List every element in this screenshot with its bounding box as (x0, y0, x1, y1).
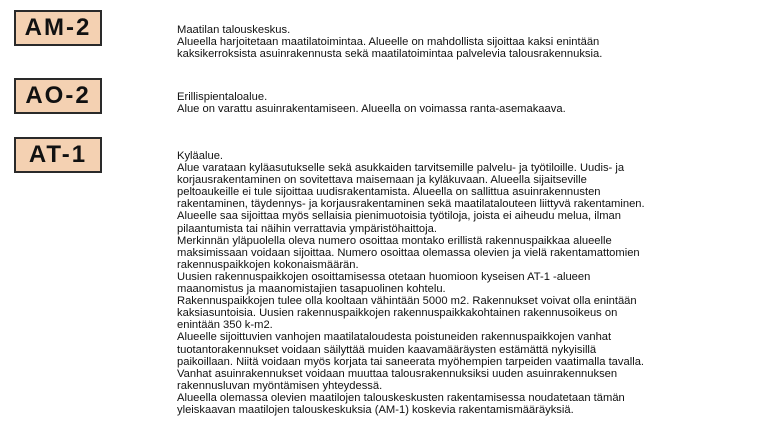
zone-description: Maatilan talouskeskus. Alueella harjoitetaan maatilatoimintaa. Alueelle on mahdollista sijoittaa kaksi enintään kaksikerroksista asuinrakennusta sekä maatilatoimintaa palvelevia talousrakennuksia. (177, 24, 603, 61)
zone-code-badge: AO-2 (14, 78, 102, 114)
zone-description: Erillispientaloalue. Alue on varattu asuinrakentamiseen. Alueella on voimassa ranta-asemakaava. (177, 91, 566, 116)
zone-code-badge: AM-2 (14, 10, 102, 46)
zone-code-badge: AT-1 (14, 137, 102, 173)
zone-description: Kyläalue. Alue varataan kyläasutukselle sekä asukkaiden tarvitsemille palvelu- ja työtiloille. Uudis- ja korjausrakentaminen on sovitettava maisemaan ja kyläkuvaan. Alueella sijaitseville peltoaukeille ei tule sijoittaa uudisrakentamista. Alueella on sallittua asuinrakennusten rakentaminen, täydennys- ja korjausrakentaminen sekä maatilatalouteen liittyvä rakentaminen. Alueelle saa sijoittaa myös sellaisia pienimuotoisia työtiloja, joista ei aiheudu melua, ilman pilaantumista tai näihin verrattavia ympäristöhaittoja. Merkinnän yläpuolella oleva numero osoittaa montako erillistä rakennuspaikkaa alueelle maksimissaan voidaan sijoittaa. Numero osoittaa olemassa olevien ja vielä rakentamattomien rakennuspaikkojen kokonaismäärän. Uusien rakennuspaikkojen osoittamisessa otetaan huomioon kyseisen AT-1 -alueen maanomistus ja maanomistajien tasapuolinen kohtelu. Rakennuspaikkojen tulee olla kooltaan vähintään 5000 m2. Rakennukset voivat olla enintään kaksiasuntoisia. Uusien rakennuspaikkojen rakennuspaikkakohtainen rakennusoikeus on enintään 350 k-m2. Alueelle sijoittuvien vanhojen maatilataloudesta poistuneiden rakennuspaikkojen vanhat tuotantorakennukset voidaan säilyttää muiden kaavamääräysten estämättä nykyisillä paikoillaan. Niitä voidaan myös korjata tai saneerata myöhempien tarpeiden vaatimalla tavalla. Vanhat asuinrakennukset voidaan muuttaa talousrakennuksiksi uuden asuinrakennuksen rakennusluvan myöntämisen yhteydessä. Alueella olemassa olevien maatilojen talouskeskusten rakentamisessa noudatetaan tämän yleiskaavan maatilojen talouskeskuksia (AM-1) koskevia rakentamismääräyksiä. (177, 150, 645, 416)
